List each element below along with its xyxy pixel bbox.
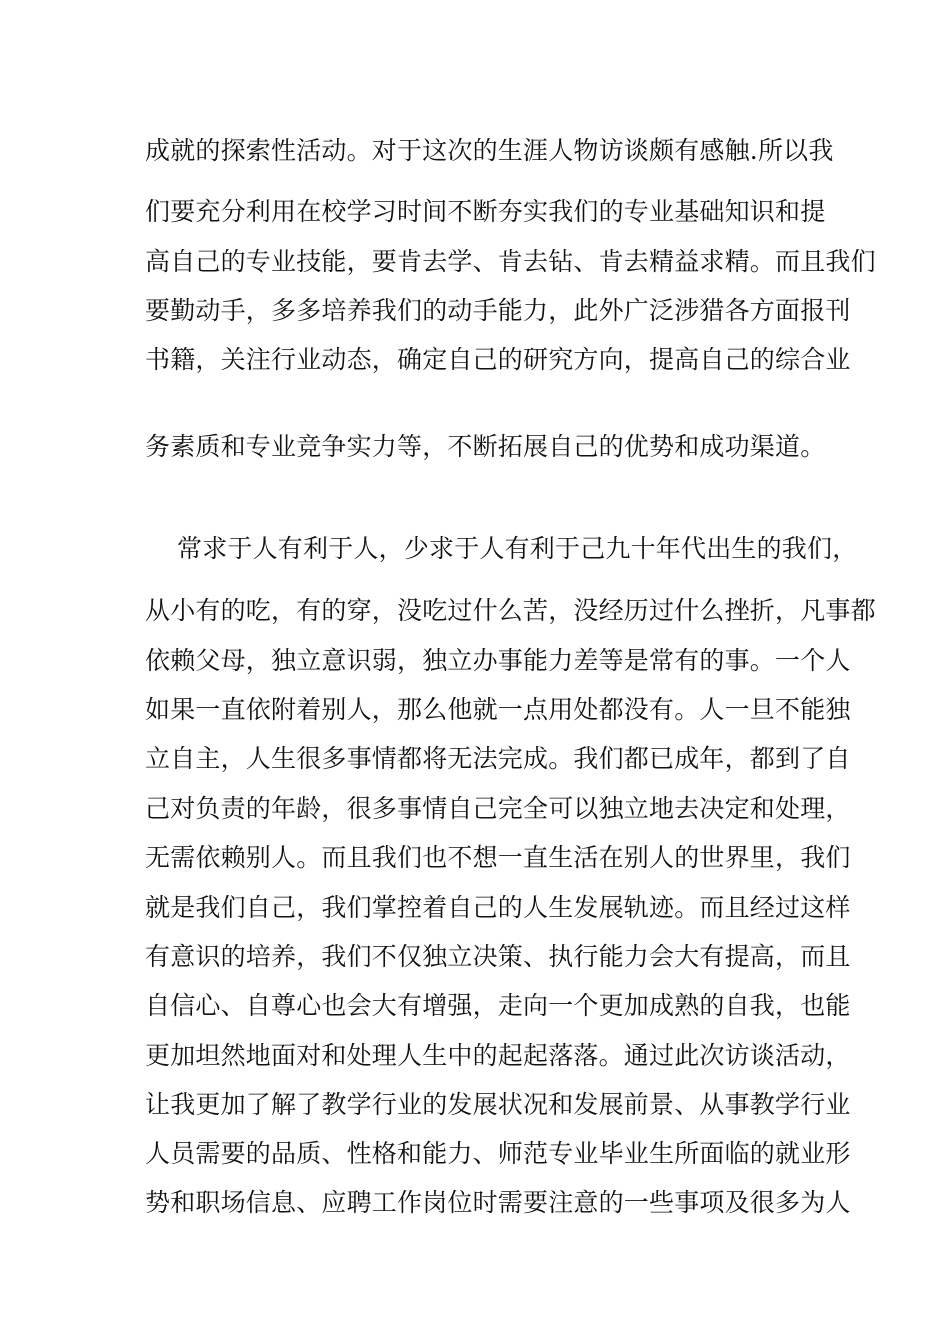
text-line: 自信心、自尊心也会大有增强，走向一个更加成熟的自我，也能 bbox=[145, 991, 851, 1020]
text-line: 让我更加了解了教学行业的发展状况和发展前景、从事教学行业 bbox=[145, 1090, 851, 1119]
text-line: 高自己的专业技能，要肯去学、肯去钻、肯去精益求精。而且我们 bbox=[145, 247, 876, 276]
text-line: 无需依赖别人。而且我们也不想一直生活在别人的世界里，我们 bbox=[145, 843, 851, 872]
text-line: 如果一直依附着别人，那么他就一点用处都没有。人一旦不能独 bbox=[145, 695, 851, 724]
text-line: 要勤动手，多多培养我们的动手能力，此外广泛涉猎各方面报刊 bbox=[145, 296, 851, 325]
text-line: 书籍，关注行业动态，确定自己的研究方向，提高自己的综合业 bbox=[145, 345, 851, 374]
text-line: 成就的探索性活动。对于这次的生涯人物访谈颇有感触.所以我 bbox=[145, 136, 834, 165]
text-line: 从小有的吃，有的穿，没吃过什么苦，没经历过什么挫折，凡事都 bbox=[145, 596, 876, 625]
text-line: 势和职场信息、应聘工作岗位时需要注意的一些事项及很多为人 bbox=[145, 1188, 851, 1217]
text-line: 更加坦然地面对和处理人生中的起起落落。通过此次访谈活动， bbox=[145, 1041, 851, 1070]
text-line: 依赖父母，独立意识弱，独立办事能力差等是常有的事。一个人 bbox=[145, 646, 851, 675]
text-line: 己对负责的年龄，很多事情自己完全可以独立地去决定和处理， bbox=[145, 794, 851, 823]
text-line: 务素质和专业竞争实力等，不断拓展自己的优势和成功渠道。 bbox=[145, 432, 826, 461]
text-line: 有意识的培养，我们不仅独立决策、执行能力会大有提高，而且 bbox=[145, 942, 851, 971]
text-line: 就是我们自己，我们掌控着自己的人生发展轨迹。而且经过这样 bbox=[145, 893, 851, 922]
text-line: 人员需要的品质、性格和能力、师范专业毕业生所面临的就业形 bbox=[145, 1139, 851, 1168]
text-line: 常求于人有利于人，少求于人有利于己九十年代出生的我们， bbox=[177, 534, 858, 563]
text-line: 们要充分利用在校学习时间不断夯实我们的专业基础知识和提 bbox=[145, 197, 826, 226]
text-line: 立自主，人生很多事情都将无法完成。我们都已成年，都到了自 bbox=[145, 744, 851, 773]
